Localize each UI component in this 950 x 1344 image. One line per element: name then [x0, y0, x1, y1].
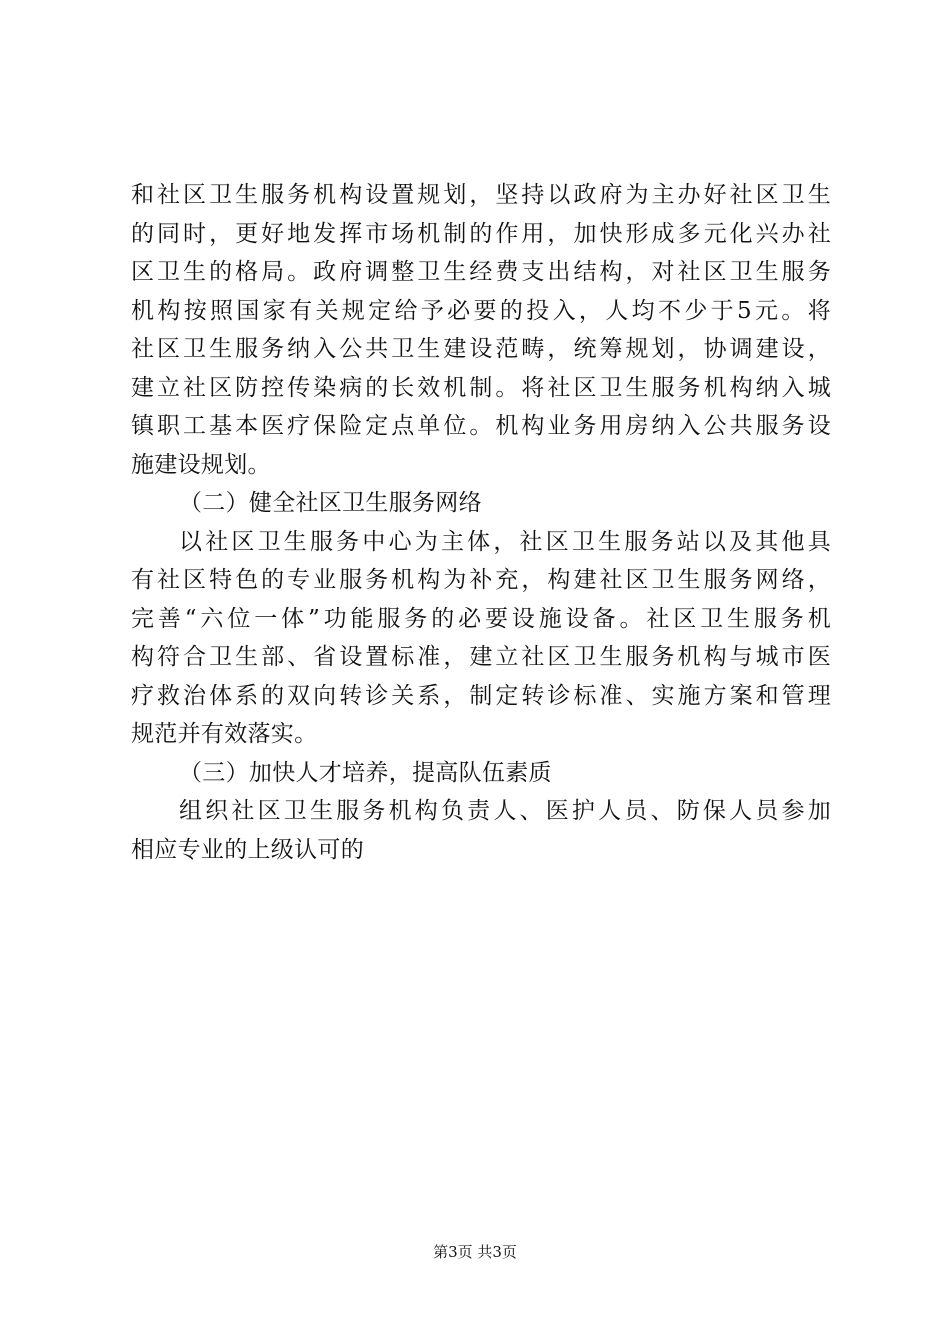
text-line: 施建设规划。: [131, 451, 271, 478]
text-line: 组织社区卫生服务机构负责人、医护人员、防保人员参加: [179, 798, 831, 824]
page-number-footer: 第3页 共3页: [433, 1243, 517, 1261]
text-line: 和社区卫生服务机构设置规划，坚持以政府为主办好社区卫生: [131, 182, 831, 208]
document-body: [131, 176, 831, 869]
text-line: 有社区特色的专业服务机构为补充，构建社区卫生服务网络，: [131, 567, 831, 593]
section-heading-2: （二）健全社区卫生服务网络: [179, 490, 482, 516]
text-line: 社区卫生服务纳入公共卫生建设范畴，统筹规划，协调建设，: [131, 336, 831, 362]
text-line: 疗救治体系的双向转诊关系，制定转诊标准、实施方案和管理: [131, 682, 831, 709]
paragraph-2: [131, 523, 831, 754]
text-line: 以社区卫生服务中心为主体，社区卫生服务站以及其他具: [179, 528, 831, 555]
text-line: 机构按照国家有关规定给予必要的投入，人均不少于5元。将: [131, 297, 831, 324]
text-line: 相应专业的上级认可的: [131, 836, 364, 863]
paragraph-1: [131, 176, 831, 484]
paragraph-3: [131, 792, 831, 869]
text-line: 区卫生的格局。政府调整卫生经费支出结构，对社区卫生服务: [131, 259, 831, 285]
text-line: 完善“六位一体”功能服务的必要设施设备。社区卫生服务机: [131, 605, 831, 632]
text-line: 规范并有效落实。: [131, 721, 318, 747]
section-heading-3: （三）加快人才培养，提高队伍素质: [179, 759, 552, 786]
text-line: 建立社区防控传染病的长效机制。将社区卫生服务机构纳入城: [131, 374, 831, 401]
text-line: 镇职工基本医疗保险定点单位。机构业务用房纳入公共服务设: [131, 413, 831, 439]
text-line: 的同时，更好地发挥市场机制的作用，加快形成多元化兴办社: [131, 220, 831, 247]
text-line: 构符合卫生部、省设置标准，建立社区卫生服务机构与城市医: [131, 644, 831, 670]
